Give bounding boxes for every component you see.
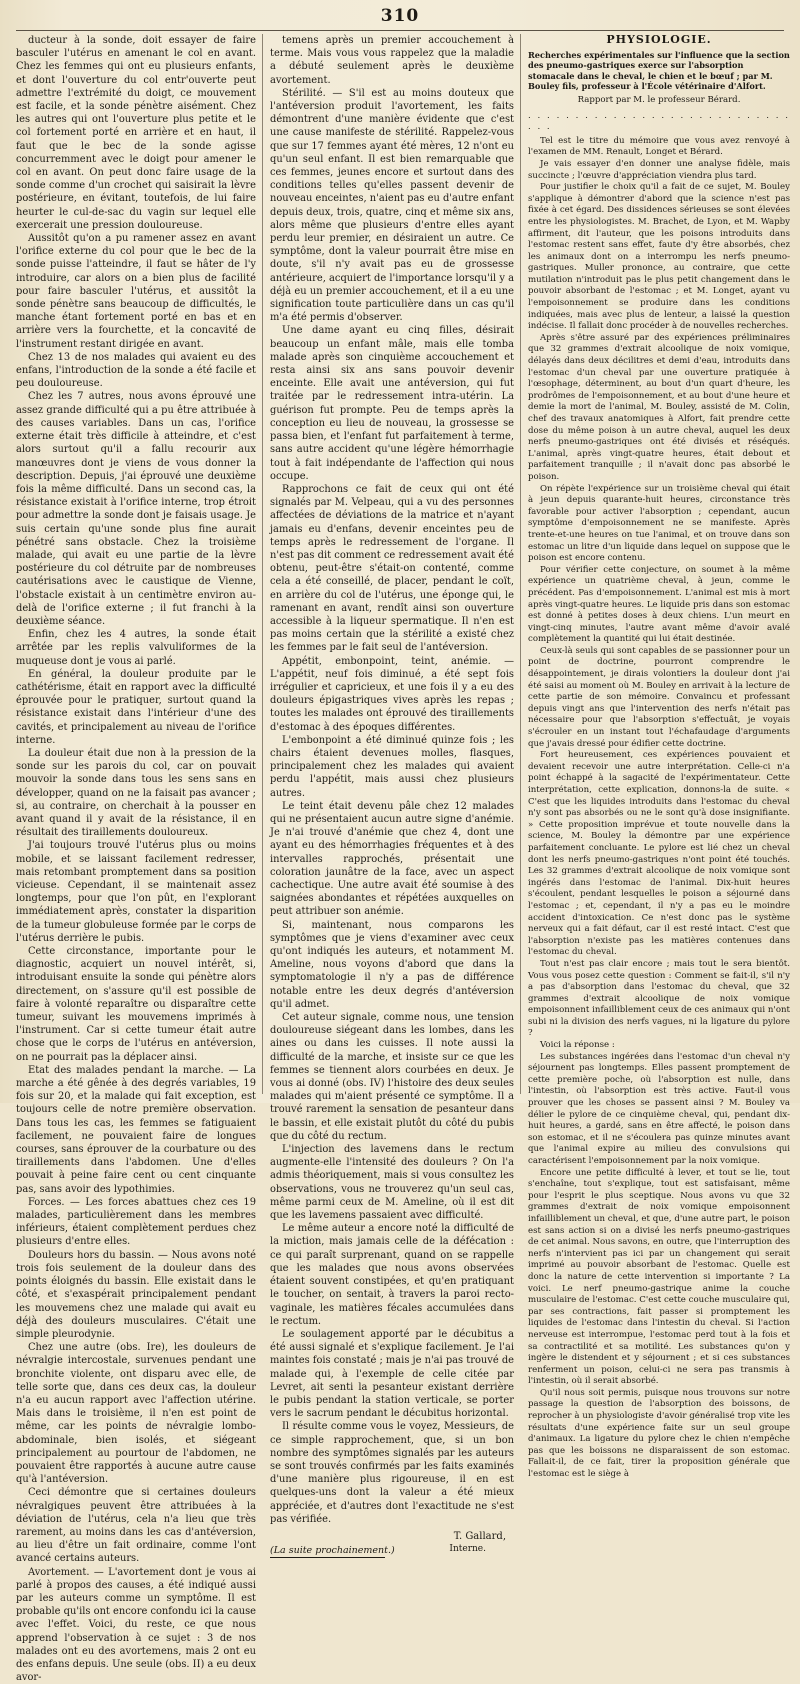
ellipsis-dots: . . . . . . . . . . . . . . . . . . . . . . . . . . . . . . . [528, 110, 790, 133]
paragraph: La douleur était due non à la pression de la sonde sur les parois du col, car on pouvait mouvoir la sonde dans tous les sens sans en développer, quand on ne la faisait pas avancer ; si, au contraire, on cherchait à la pousser en avant quand il y avait de la résistance, il en résultait des tiraillements douloureux. [16, 747, 256, 839]
paragraph: Ceux-là seuls qui sont capables de se passionner pour un point de doctrine, pourront comprendre le désappointement, je dirais volontiers la douleur dont j'ai été saisi au moment où M. Bouley en arrivait à la lecture de cette partie de son mémoire. Convaincu et professant depuis vingt ans que l'intervention des nerfs n'était pas nécessaire pour que l'absorption s'effectuât, je voyais s'écrouler en un instant tout l'échafaudage d'arguments que j'avais dressé pour édifier cette doctrine. [528, 645, 790, 749]
paragraph: Chez une autre (obs. Ire), les douleurs de névralgie intercostale, survenues pendant une bronchite violente, ont disparu avec elle, de telle sorte que, dans ces deux cas, la douleur n'a eu aucun rapport avec l'affection utérine. Mais dans le troisième, il n'en est point de même, car les points de névralgie lombo-abdominale, bien isolés, et siégeant principalement au pourtour de l'abdomen, ne pouvaient être rapportés à aucune autre cause qu'à l'antéversion. [16, 1342, 256, 1486]
paragraph: Qu'il nous soit permis, puisque nous trouvons sur notre passage la question de l'absorption des boissons, de reprocher à un physiologiste d'avoir généralisé trop vite les résultats d'une expérience faite sur un seul groupe d'animaux. La ligature du pylore chez le chien n'empêche pas que les boissons ne disparaissent de son estomac. Fallait-il, de ce fait, tirer la proposition générale que l'estomac est le siège à [528, 1387, 790, 1480]
column-right [528, 33, 790, 1480]
paragraph: Ceci démontre que si certaines douleurs névralgiques peuvent être attribuées à la déviation de l'utérus, cela n'a lieu que très rarement, au moins dans les cas d'antéversion, au lieu d'être un fait ordinaire, comme l'ont avancé certains auteurs. [16, 1487, 256, 1565]
paragraph: Stérilité. — S'il est au moins douteux que l'antéversion produit l'avortement, les faits démontrent d'une manière évidente que c'est une cause manifeste de stérilité. Rappelez-vous que sur 17 femmes ayant été mères, 12 n'ont eu qu'un seul enfant. Il est bien remarquable que ces femmes, jeunes encore et surtout dans des conditions telles qu'elles passent devenir de nouveau enceintes, n'aient pas eu d'autre enfant depuis deux, trois, quatre, cinq et même six ans, alors même que plusieurs d'entre elles ayant perdu leur premier, en désiraient un autre. Ce symptôme, dont la valeur pourrait être mise en doute, s'il n'y avait pas eu de grossesse antérieure, acquiert de l'importance lorsqu'il y a déjà eu un premier accouchement, et il a eu une signification toute particulière dans un cas qu'il m'a été permis d'observer. [270, 87, 514, 324]
column-divider [520, 34, 521, 1094]
paragraph: Encore une petite difficulté à lever, et tout se lie, tout s'enchaîne, tout s'explique, tout est satisfaisant, même pour l'esprit le plus sceptique. Nous avons vu que 32 grammes d'extrait de noix vomique empoisonnent infailliblement un cheval, et que, d'une autre part, le poison est sans action si on a divisé les nerfs pneumo-gastriques de cet animal. Nous savons, en outre, que l'interruption des nerfs n'intervient pas ici par un changement qui serait imprimé au pouvoir absorbant de l'estomac. Quelle est donc la nature de cette intervention si importante ? La voici. Le nerf pneumo-gastrique anime la couche musculaire de l'estomac. C'est cette couche musculaire qui, par ses contractions, fait passer si promptement les liquides de l'estomac dans l'intestin du cheval. Si l'action nerveuse est interrompue, l'estomac perd tout à la fois et sa contractilité et sa motilité. Les substances qu'on y ingère le distendent et y séjournent ; et si ces substances renferment un poison, celui-ci ne sera pas transmis à l'intestin, où il serait absorbé. [528, 1167, 790, 1387]
paragraph: Aussitôt qu'on a pu ramener assez en avant l'orifice externe du col pour que le bec de la sonde puisse l'atteindre, il faut se hâter de l'y introduire, car alors on a bien plus de facilité pour faire basculer l'utérus, et aussitôt la sonde pénètre sans beaucoup de difficultés, le manche étant fortement porté en bas et en arrière vers la fourchette, et la concavité de l'instrument restant dirigée en avant. [16, 233, 256, 350]
author-name: T. Gallard, [453, 1530, 506, 1542]
report-line: Rapport par M. le professeur Bérard. [577, 94, 741, 105]
paragraph: Le même auteur a encore noté la difficulté de la miction, mais jamais celle de la défécation : ce qui paraît surprenant, quand on se rappelle que les malades que nous avons observées étaient souvent constipées, et qu'en pratiquant le toucher, on sentait, à travers la paroi recto-vaginale, les matières fécales accumulées dans le rectum. [270, 1223, 514, 1327]
section-title: PHYSIOLOGIE. [606, 33, 712, 46]
author-role: Interne. [449, 1543, 486, 1554]
paragraph: Etat des malades pendant la marche. — La marche a été gênée à des degrés variables, 19 fois sur 20, et la malade qui fait exception, est toujours celle de notre première observation. Dans tous les cas, les femmes se fatiguaient facilement, ne pouvaient faire de longues courses, sans éprouver de la courbature ou des tiraillements dans l'abdomen. Une d'elles pouvait à peine faire cent ou cent cinquante pas, sans avoir des lypothimies. [16, 1064, 256, 1195]
paragraph: Pour vérifier cette conjecture, on soumet à la même expérience un quatrième cheval, à jeun, comme le précédent. Pas d'empoisonnement. L'animal est mis à mort après vingt-quatre heures. Le liquide pris dans son estomac est donné à petites doses à deux chiens. L'un meurt en vingt-cinq minutes, l'autre avant même d'avoir avalé complètement la quantité qui lui était destinée. [528, 564, 790, 645]
paragraph: Une dame ayant eu cinq filles, désirait beaucoup un enfant mâle, mais elle tomba malade après son cinquième accouchement et resta ainsi six ans sans pouvoir devenir enceinte. Elle avait une antéversion, qui fut traitée par le redressement intra-utérin. La guérison fut prompte. Peu de temps après la conception eu lieu de nouveau, la grossesse se passa bien, et l'enfant fut parfaitement à terme, sans autre accident qu'une légère hémorrhagie tout à fait indépendante de l'affection qui nous occupe. [270, 325, 514, 482]
paragraph: Fort heureusement, ces expériences pouvaient et devaient recevoir une autre interprétation. Celle-ci n'a point échappé à la sagacité de l'expérimentateur. Cette interprétation, cette explication, donnons-la de suite. « C'est que les liquides introduits dans l'estomac du cheval n'y sont pas absorbés ou ne le sont qu'à dose insignifiante. » Cette proposition imprévue et toute nouvelle dans la science, M. Bouley la démontre par une expérience parfaitement concluante. Le pylore est lié chez un cheval dont les nerfs pneumo-gastriques n'ont point été touchés. Les 32 grammes d'extrait alcoolique de noix vomique sont ingérés dans l'estomac de l'animal. Dix-huit heures s'écoulent, pendant lesquelles le poison a séjourné dans l'estomac ; et, cependant, il n'y a pas eu le moindre accident d'intoxication. Ce n'est donc pas le système nerveux qui a fait défaut, car il est resté intact. C'est que l'absorption n'existe pas les matières contenues dans l'estomac du cheval. [528, 750, 790, 958]
paragraph: En général, la douleur produite par le cathétérisme, était en rapport avec la difficulté éprouvée pour le pratiquer, surtout quand la résistance existait dans l'intérieur d'une des cavités, et principalement au niveau de l'orifice interne. [16, 668, 256, 746]
paragraph: Je vais essayer d'en donner une analyse fidèle, mais succincte ; l'œuvre d'appréciation viendra plus tard. [528, 158, 790, 181]
paragraph: Chez les 7 autres, nous avons éprouvé une assez grande difficulté qui a pu être attribuée à des causes variables. Dans un cas, l'orifice externe était très difficile à atteindre, et c'est alors surtout qu'il a fallu recourir aux manœuvres dont je viens de vous donner la description. Depuis, j'ai éprouvé une deuxième fois la même difficulté. Dans un second cas, la résistance existait à l'orifice interne, trop étroit pour admettre la sonde dont je faisais usage. Je suis certain qu'une sonde plus fine aurait pénétré sans obstacle. Chez la troisième malade, qui avait eu une partie de la lèvre postérieure du col détruite par de nombreuses cautérisations avec le caustique de Vienne, l'obstacle existait à un centimètre environ au-delà de l'orifice externe ; il fut franchi à la deuxième séance. [16, 391, 256, 627]
paragraph: Avortement. — L'avortement dont je vous ai parlé à propos des causes, a été indiqué aussi par les auteurs comme un symptôme. Il est probable qu'ils ont encore confondu ici la cause avec l'effet. Voici, du reste, ce que nous apprend l'observation à ce sujet : 3 de nos malades ont eu des avortemens, mais 2 ont eu des enfans depuis. Une seule (obs. II) a eu deux avor- [16, 1566, 256, 1684]
paragraph: Le teint était devenu pâle chez 12 malades qui ne présentaient aucun autre signe d'anémie. Je n'ai trouvé d'anémie que chez 4, dont une ayant eu des hémorrhagies fréquentes et à des intervalles rapprochés, présentait une coloration jaunâtre de la face, avec un aspect cachectique. Une autre avait été soumise à des saignées abondantes et répétées auxquelles on peut attribuer son anémie. [270, 800, 514, 918]
paragraph: Si, maintenant, nous comparons les symptômes que je viens d'examiner avec ceux qu'ont indiqués les auteurs, et notamment M. Ameline, nous voyons d'abord que dans la symptomatologie il n'y a pas de différence notable entre les deux degrés d'antéversion qu'il admet. [270, 919, 514, 1010]
paragraph: Après s'être assuré par des expériences préliminaires que 32 grammes d'extrait alcoolique de noix vomique, délayés dans deux décilitres et demi d'eau, introduits dans l'estomac d'un cheval par une ouverture pratiquée à l'œsophage, déterminent, au bout d'un quart d'heure, les prodrômes de l'empoisonnement, et au bout d'une heure et demie la mort de l'animal, M. Bouley, assisté de M. Colin, chef des travaux anatomiques à Alfort, fait prendre cette dose du même poison à un autre cheval, auquel les deux nerfs pneumo-gastriques ont été divisés et réséqués. L'animal, après vingt-quatre heures, était debout et parfaitement tranquille ; il n'avait donc pas absorbé le poison. [528, 332, 790, 482]
paragraph: Appétit, embonpoint, teint, anémie. — L'appétit, neuf fois diminué, a été sept fois irrégulier et capricieux, et une fois il y a eu des douleurs épigastriques vives après les repas ; toutes les malades ont éprouvé des tiraillements d'estomac à des époques différentes. [270, 655, 514, 733]
paragraph: Forces. — Les forces abattues chez ces 19 malades, particulièrement dans les membres inférieurs, étaient complètement perdues chez plusieurs d'entre elles. [16, 1196, 256, 1248]
paragraph: Douleurs hors du bassin. — Nous avons noté trois fois seulement de la douleur dans des points éloignés du bassin. Elle existait dans le côté, et s'exaspérait principalement pendant les mouvemens chez une malade qui avait eu déjà des douleurs musculaires. C'était une simple pleurodynie. [16, 1249, 256, 1340]
paragraph: Le soulagement apporté par le décubitus a été aussi signalé et s'explique facilement. Je l'ai maintes fois constaté ; mais je n'ai pas trouvé de malade qui, à l'exemple de celle citée par Levret, ait senti la pesanteur existant derrière le pubis pendant la station verticale, se porter vers le sacrum pendant le décubitus horizontal. [270, 1328, 514, 1420]
paragraph: Les substances ingérées dans l'estomac d'un cheval n'y séjournent pas longtemps. Elles passent promptement de cette première poche, où l'absorption est nulle, dans l'intestin, où l'absorption est très active. Faut-il vous prouver que les choses se passent ainsi ? M. Bouley va délier le pylore de ce cinquième cheval, qui, pendant dix-huit heures, a gardé, sans en être affecté, le poison dans son estomac, et il ne s'écoulera pas quinze minutes avant que l'animal expire au milieu des convulsions qui caractérisent l'empoisonnement par la noix vomique. [528, 1051, 790, 1166]
column-left [16, 34, 256, 1684]
column-divider [262, 34, 263, 1094]
header-rule [16, 30, 784, 31]
article-signature [270, 1530, 514, 1560]
paragraph: Enfin, chez les 4 autres, la sonde était arrêtée par les replis valvuliformes de la muqueuse dont je vous ai parlé. [16, 629, 256, 667]
paragraph: J'ai toujours trouvé l'utérus plus ou moins mobile, et se laissant facilement redresser, mais retombant promptement dans sa position vicieuse. Cependant, il se maintenait assez longtemps, pour que l'on pût, en l'explorant immédiatement après, constater la disparition de la tumeur globuleuse formée par le corps de l'utérus derrière le pubis. [16, 840, 256, 944]
paragraph: Il résulte comme vous le voyez, Messieurs, de ce simple rapprochement, que, si un bon nombre des symptômes signalés par les auteurs se sont trouvés confirmés par les faits examinés d'une manière plus rigoureuse, il en est quelques-uns dont la valeur a été mieux appréciée, et d'autres dont l'exactitude ne s'est pas vérifiée. [270, 1421, 514, 1525]
column-middle [270, 34, 514, 1556]
paragraph: Voici la réponse : [540, 1040, 615, 1051]
paragraph: Chez 13 de nos malades qui avaient eu des enfans, l'introduction de la sonde a été facile et peu douloureuse. [16, 351, 256, 390]
signature-rule [270, 1557, 385, 1558]
paragraph: Tel est le titre du mémoire que vous avez renvoyé à l'examen de MM. Renault, Longet et Bérard. [528, 135, 790, 158]
page-number: 310 [380, 6, 420, 26]
paragraph: L'injection des lavemens dans le rectum augmente-elle l'intensité des douleurs ? On l'a admis théoriquement, mais si vous consultez les observations, vous ne trouverez qu'un seul cas, même parmi ceux de M. Ameline, où il est dit que les lavemens passaient avec difficulté. [270, 1144, 514, 1222]
paragraph: Cet auteur signale, comme nous, une tension douloureuse siégeant dans les lombes, dans les aines ou dans les cuisses. Il note aussi la difficulté de la marche, et insiste sur ce que les femmes se tiennent alors courbées en deux. Je vous ai donné (obs. IV) l'histoire des deux seules malades qui m'aient présenté ce symptôme. Il a trouvé rarement la sensation de pesanteur dans le bassin, et elle existait plutôt du côté du pubis que du côté du rectum. [270, 1012, 514, 1142]
paragraph: Cette circonstance, importante pour le diagnostic, acquiert un nouvel intérêt, si, introduisant ensuite la sonde qui pénètre alors directement, on s'assure qu'il est possible de faire à volonté reparaître ou disparaître cette tumeur, suivant les mouvemens imprimés à l'instrument. Car si cette tumeur était autre chose que le corps de l'utérus en antéversion, on ne pourrait pas la déplacer ainsi. [16, 946, 256, 1063]
paragraph: L'embonpoint a été diminué quinze fois ; les chairs étaient devenues molles, flasques, principalement chez les malades qui avaient perdu l'appétit, mais aussi chez plusieurs autres. [270, 734, 514, 799]
paragraph: Rapprochons ce fait de ceux qui ont été signalés par M. Velpeau, qui a vu des personnes affectées de déviations de la matrice et n'ayant jamais eu d'enfans, devenir enceintes peu de temps après le redressement de l'organe. Il n'est pas dit comment ce redressement avait été obtenu, peut-être s'était-on contenté, comme cela a été conseillé, de placer, pendant le coït, en arrière du col de l'utérus, une éponge qui, le ramenant en avant, rendît ainsi son ouverture accessible à la liqueur spermatique. Il n'en est pas moins certain que la stérilité a existé chez les femmes par le fait seul de l'antéversion. [270, 483, 514, 654]
paragraph: Pour justifier le choix qu'il a fait de ce sujet, M. Bouley s'applique à démontrer d'abord que la science n'est pas fixée à cet égard. Des dissidences sérieuses se sont élevées entre les physiologistes. M. Brachet, de Lyon, et M. Wapby affirment, dit l'auteur, que les poisons introduits dans l'estomac restent sans effet, faute d'y être absorbés, chez les animaux dont on a interrompu les nerfs pneumo-gastriques. Muller prononce, au contraire, que cette mutilation n'introduit pas le plus petit changement dans le pouvoir absorbant de l'estomac ; et M. Longet, ayant vu l'empoisonnement se produire dans les conditions indiquées, mais avec plus de lenteur, a laissé la question indécise. Il fallait donc procéder à de nouvelles recherches. [528, 182, 790, 332]
article-title: Recherches expérimentales sur l'influence que la section des pneumo-gastriques exerce sur l'absorption stomacale dans le cheval, le chien et le bœuf ; par M. Bouley fils, professeur à l'École vétérinaire d'Alfort. [528, 49, 790, 92]
paragraph: temens après un premier accouchement à terme. Mais vous vous rappelez que la maladie a débuté seulement après le deuxième avortement. [270, 35, 514, 86]
paragraph: ducteur à la sonde, doit essayer de faire basculer l'utérus en amenant le col en avant. Chez les femmes qui ont eu plusieurs enfants, et dont l'ouverture du col entr'ouverte peut admettre l'extrémité du doigt, ce mouvement est facile, et la sonde pénètre aisément. Chez les autres qui ont l'ouverture plus petite et le col fortement porté en arrière et en haut, il faut que le bec de la sonde agisse concurremment avec le doigt pour amener le col en avant. On peut donc faire usage de la sonde comme d'un crochet qui saisirait la lèvre postérieure, en évitant, toutefois, de lui faire heurter le cul-de-sac du vagin sur lequel elle exercerait une pression douloureuse. [16, 35, 256, 231]
paragraph: On répète l'expérience sur un troisième cheval qui était à jeun depuis quarante-huit heures, circonstance très favorable pour activer l'absorption ; cependant, aucun symptôme d'empoisonnement ne se manifeste. Après trente-et-une heures on tue l'animal, et on trouve dans son estomac un litre d'un liquide dans lequel on suppose que le poison est encore contenu. [528, 483, 790, 564]
paragraph: Tout n'est pas clair encore ; mais tout le sera bientôt. Vous vous posez cette question : Comment se fait-il, s'il n'y a pas d'absorption dans l'estomac du cheval, que 32 grammes d'extrait alcoolique de noix vomique empoisonnent infailliblement ceux de ces animaux qui n'ont subi ni la division des nerfs vagues, ni la ligature du pylore ? [528, 958, 790, 1039]
continued-note: (La suite prochainement.) [270, 1544, 395, 1556]
